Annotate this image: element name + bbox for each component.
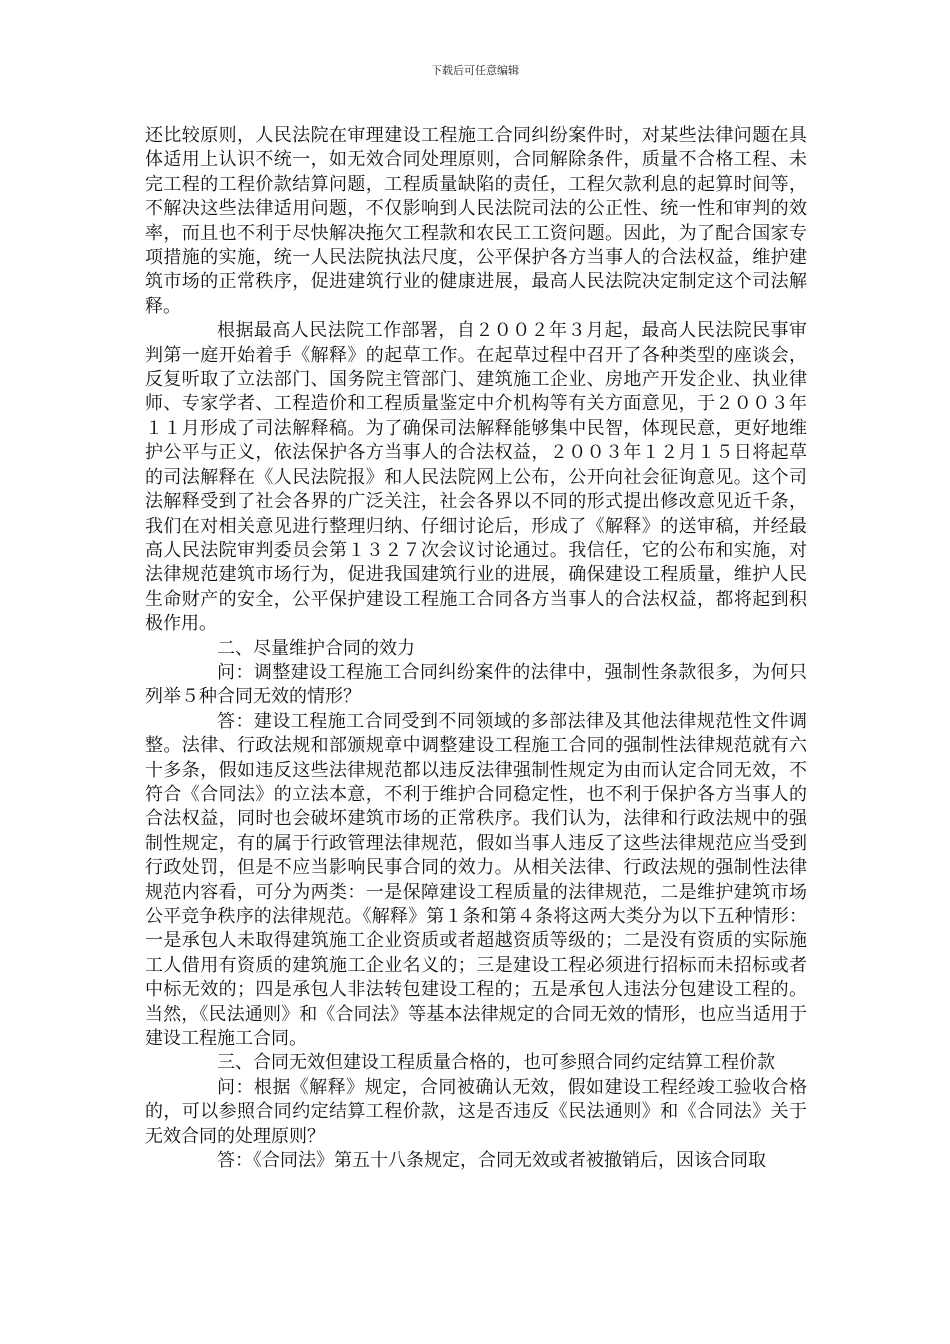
answer-1: 答：建设工程施工合同受到不同领域的多部法律及其他法律规范性文件调整。法律、行政法规和部颁规章中调整建设工程施工合同的强制性法律规范就有六十多条，假如违反这些法律规范都以违反法律强制性规定为由而认定合同无效，不符合《合同法》的立法本意，不利于维护合同稳定性，也不利于保护各方当事人的合法权益，同时也会破坏建筑市场的正常秩序。我们认为，法律和行政法规中的强制性规定，有的属于行政管理法律规范，假如当事人违反了这些法律规范应当受到行政处罚，但是不应当影响民事合同的效力。从相关法律、行政法规的强制性法律规范内容看，可分为两类：一是保障建设工程质量的法律规范，二是维护建筑市场公平竞争秩序的法律规范。《解释》第１条和第４条将这两大类分为以下五种情形：一是承包人未取得建筑施工企业资质或者超越资质等级的；二是没有资质的实际施工人借用有资质的建筑施工企业名义的；三是建设工程必须进行招标而未招标或者中标无效的；四是承包人非法转包建设工程的；五是承包人违法分包建设工程的。当然，《民法通则》和《合同法》等基本法律规定的合同无效的情形，也应当适用于建设工程施工合同。 — [145, 710, 807, 1050]
page-header: 下载后可任意编辑 — [431, 64, 519, 77]
section-heading-2: 二、尽量维护合同的效力 — [217, 637, 415, 659]
paragraph-2: 根据最高人民法院工作部署，自２００２年３月起，最高人民法院民事审判第一庭开始着手《解释》的起草工作。在起草过程中召开了各种类型的座谈会，反复听取了立法部门、国务院主管部门、建筑施工企业、房地产开发企业、执业律师、专家学者、工程造价和工程质量鉴定中介机构等有关方面意见，于２００３年１１月形成了司法解释稿。为了确保司法解释能够集中民智，体现民意，更好地维护公平与正义，依法保护各方当事人的合法权益，２００３年１２月１５日将起草的司法解释在《人民法院报》和人民法院网上公布，公开向社会征询意见。这个司法解释受到了社会各界的广泛关注，社会各界以不同的形式提出修改意见近千条，我们在对相关意见进行整理归纳、仔细讨论后，形成了《解释》的送审稿，并经最高人民法院审判委员会第１３２７次会议讨论通过。我信任，它的公布和实施，对法律规范建筑市场行为，促进我国建筑行业的进展，确保建设工程质量，维护人民生命财产的安全，公平保护建设工程施工合同各方当事人的合法权益，都将起到积极作用。 — [145, 320, 807, 635]
question-2: 问：根据《解释》规定，合同被确认无效，假如建设工程经竣工验收合格的，可以参照合同约定结算工程价款，这是否违反《民法通则》和《合同法》关于无效合同的处理原则？ — [145, 1076, 807, 1147]
document-body — [145, 124, 807, 1173]
section-heading-3: 三、合同无效但建设工程质量合格的，也可参照合同约定结算工程价款 — [217, 1052, 775, 1074]
question-1: 问：调整建设工程施工合同纠纷案件的法律中，强制性条款很多，为何只列举５种合同无效的情形？ — [145, 661, 807, 708]
answer-2: 答：《合同法》第五十八条规定，合同无效或者被撤销后，因该合同取 — [217, 1150, 766, 1172]
paragraph-1: 还比较原则，人民法院在审理建设工程施工合同纠纷案件时，对某些法律问题在具体适用上认识不统一，如无效合同处理原则，合同解除条件，质量不合格工程、未完工程的工程价款结算问题，工程质量缺陷的责任，工程欠款利息的起算时间等，不解决这些法律适用问题，不仅影响到人民法院司法的公正性、统一性和审判的效率，而且也不利于尽快解决拖欠工程款和农民工工资问题。因此，为了配合国家专项措施的实施，统一人民法院执法尺度，公平保护各方当事人的合法权益，维护建筑市场的正常秩序，促进建筑行业的健康进展，最高人民法院决定制定这个司法解释。 — [145, 125, 807, 317]
